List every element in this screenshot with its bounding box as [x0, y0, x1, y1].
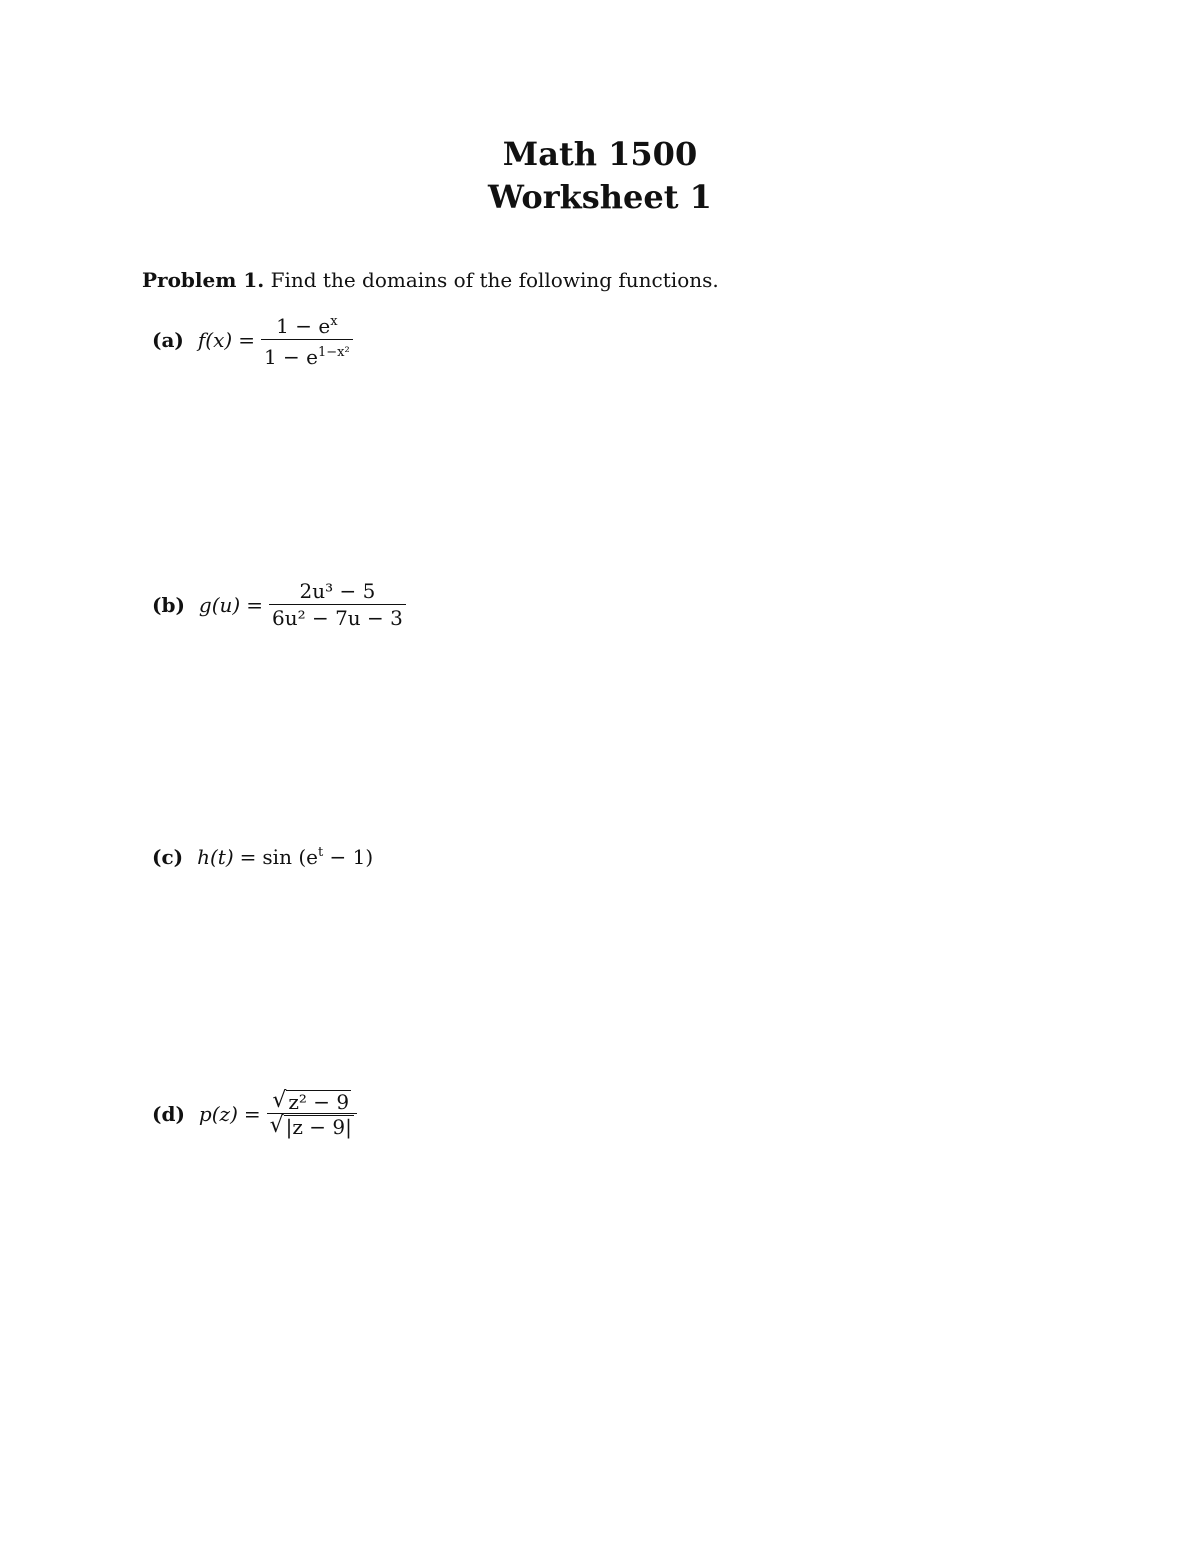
part-b — [152, 578, 406, 631]
equals-sign: = — [239, 845, 257, 869]
part-c-fn: sin — [262, 845, 292, 869]
part-c-label: (c) — [152, 845, 184, 869]
equals-sign: = — [246, 592, 263, 617]
part-d-lhs: p(z) — [198, 1101, 238, 1126]
problem-label: Problem 1. — [142, 268, 265, 292]
part-a-label: (a) — [152, 327, 184, 352]
part-a — [152, 309, 353, 370]
equals-sign: = — [238, 327, 255, 352]
part-d-denominator: √ |z − 9| — [269, 1113, 352, 1139]
part-c-open: (e — [298, 845, 318, 869]
equals-sign: = — [243, 1101, 261, 1126]
part-c-close: − 1) — [323, 845, 374, 869]
problem-statement — [142, 266, 719, 294]
part-c-lhs: h(t) — [197, 845, 234, 869]
part-b-lhs: g(u) — [198, 592, 241, 617]
part-d-label: (d) — [152, 1101, 185, 1126]
part-b-fraction — [269, 578, 406, 631]
part-b-label: (b) — [152, 592, 185, 617]
part-d-fraction — [267, 1089, 357, 1138]
part-a-numerator: $1 - e^x$ — [276, 314, 338, 338]
part-c-rhs — [262, 845, 373, 869]
sqrt-sign: √ — [269, 1113, 284, 1138]
sqrt-sign: √ — [272, 1088, 287, 1113]
part-d — [152, 1089, 357, 1138]
part-a-denominator: $1 - e^{1-x^2}$ — [263, 345, 350, 369]
part-b-denominator: 6u² − 7u − 3 — [271, 606, 403, 630]
problem-text: Find the domains of the following functions. — [270, 268, 719, 292]
part-d-numerator: √ z² − 9 — [272, 1088, 350, 1114]
part-a-lhs: f(x) — [197, 327, 233, 352]
course-title: Math 1500 — [502, 135, 698, 173]
part-c — [152, 845, 373, 869]
part-b-numerator: 2u³ − 5 — [299, 579, 376, 603]
part-c-exp: t — [317, 845, 324, 860]
part-a-fraction — [261, 309, 353, 370]
worksheet-title: Worksheet 1 — [488, 178, 712, 216]
